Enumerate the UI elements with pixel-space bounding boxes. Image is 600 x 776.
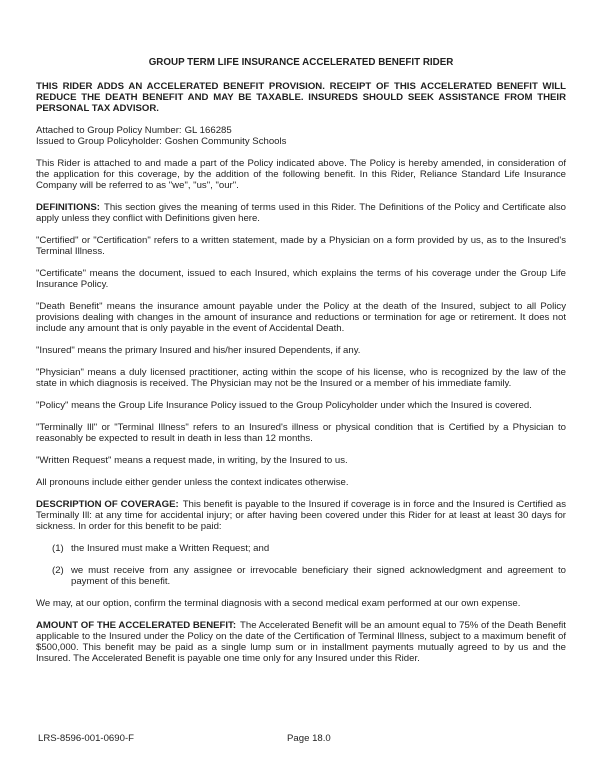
policyholder-label: Issued to Group Policyholder: bbox=[36, 136, 162, 147]
list-text-1: the Insured must make a Written Request; and bbox=[71, 543, 270, 554]
warning-notice: THIS RIDER ADDS AN ACCELERATED BENEFIT PROVISION. RECEIPT OF THIS ACCELERATED BENEFIT WILL REDUCE THE DEATH BENEFIT AND MAY BE TAXABLE. INSUREDS SHOULD SEEK ASSISTANCE FROM THEIR PERSONAL TAX ADVISOR. bbox=[36, 81, 566, 114]
rider-document-body bbox=[36, 57, 566, 675]
amount-text: The Accelerated Benefit will be an amount equal to 75% of the Death Benefit applicable to the Insured under the Policy on the date of the Certification of Terminal Illness, subject to a maximum benefit of $500,000. This benefit may be paid as a single lump sum or in installment payments mutually agreed to by us and the Insured. The Accelerated Benefit is payable one time only for any Insured under this Rider. bbox=[36, 620, 566, 664]
definition-terminally-ill: "Terminally Ill" or "Terminal Illness" refers to an Insured's illness or physical condition that is Certified by a Physician to reasonably be expected to result in death in less than 12 months. bbox=[36, 422, 566, 444]
policyholder-line bbox=[36, 136, 566, 147]
footer-page-number: Page 18.0 bbox=[287, 733, 331, 744]
pronouns-paragraph: All pronouns include either gender unless the context indicates otherwise. bbox=[36, 477, 349, 488]
second-opinion-paragraph: We may, at our option, confirm the terminal diagnosis with a second medical exam performed at our own expense. bbox=[36, 598, 521, 609]
policy-number-label: Attached to Group Policy Number: bbox=[36, 125, 182, 136]
definitions-paragraph bbox=[36, 202, 566, 224]
coverage-condition-1 bbox=[36, 543, 566, 554]
definition-physician: "Physician" means a duly licensed practitioner, acting within the scope of his license, who is recognized by the law of the state in which diagnosis is received. The Physician may not be the Insured or a member of his immediate family. bbox=[36, 367, 566, 389]
amount-heading: AMOUNT OF THE ACCELERATED BENEFIT: bbox=[36, 620, 237, 631]
policy-number-line bbox=[36, 125, 566, 136]
definitions-intro-text: This section gives the meaning of terms used in this Rider. The Definitions of the Policy and Certificate also apply unless they conflict with Definitions given here. bbox=[36, 202, 566, 224]
coverage-intro-text: This benefit is payable to the Insured if coverage is in force and the Insured is Certified as Terminally Ill: at any time for accidental injury; or after having been covered under this Rider for at least at least 30 days for sickness. In order for this benefit to be paid: bbox=[36, 499, 566, 532]
list-marker-2: (2) bbox=[52, 565, 64, 576]
definition-policy: "Policy" means the Group Life Insurance Policy issued to the Group Policyholder under which the Insured is covered. bbox=[36, 400, 532, 411]
policyholder-value: Goshen Community Schools bbox=[164, 136, 287, 147]
definition-death-benefit: "Death Benefit" means the insurance amount payable under the Policy at the death of the Insured, subject to all Policy provisions dealing with changes in the amount of insurance and reductions or termination for age or retirement. It does not include any amount that is only payable in the event of Accidental Death. bbox=[36, 301, 566, 334]
intro-paragraph: This Rider is attached to and made a part of the Policy indicated above. The Policy is hereby amended, in consideration of the application for this coverage, by the addition of the following benefit. In this Rider, Reliance Standard Life Insurance Company will be referred to as "we", "us", "our". bbox=[36, 158, 566, 191]
list-text-2: we must receive from any assignee or irrevocable beneficiary their signed acknowledgment and agreement to payment of this benefit. bbox=[71, 565, 566, 587]
document-title: GROUP TERM LIFE INSURANCE ACCELERATED BENEFIT RIDER bbox=[148, 57, 454, 68]
definition-insured: "Insured" means the primary Insured and his/her insured Dependents, if any. bbox=[36, 345, 361, 356]
policy-info-block bbox=[36, 125, 566, 147]
definition-certificate: "Certificate" means the document, issued to each Insured, which explains the terms of his coverage under the Group Life Insurance Policy. bbox=[36, 268, 566, 290]
coverage-paragraph bbox=[36, 499, 566, 532]
coverage-condition-2 bbox=[36, 565, 566, 587]
policy-number-value: GL 166285 bbox=[184, 125, 232, 136]
coverage-heading: DESCRIPTION OF COVERAGE: bbox=[36, 499, 179, 510]
definitions-heading: DEFINITIONS: bbox=[36, 202, 100, 213]
definition-written-request: "Written Request" means a request made, in writing, by the Insured to us. bbox=[36, 455, 348, 466]
amount-paragraph bbox=[36, 620, 566, 664]
definition-certified: "Certified" or "Certification" refers to a written statement, made by a Physician on a form provided by us, as to the Insured's Terminal Illness. bbox=[36, 235, 566, 257]
list-marker-1: (1) bbox=[52, 543, 64, 554]
footer-form-number: LRS-8596-001-0690-F bbox=[38, 733, 134, 744]
